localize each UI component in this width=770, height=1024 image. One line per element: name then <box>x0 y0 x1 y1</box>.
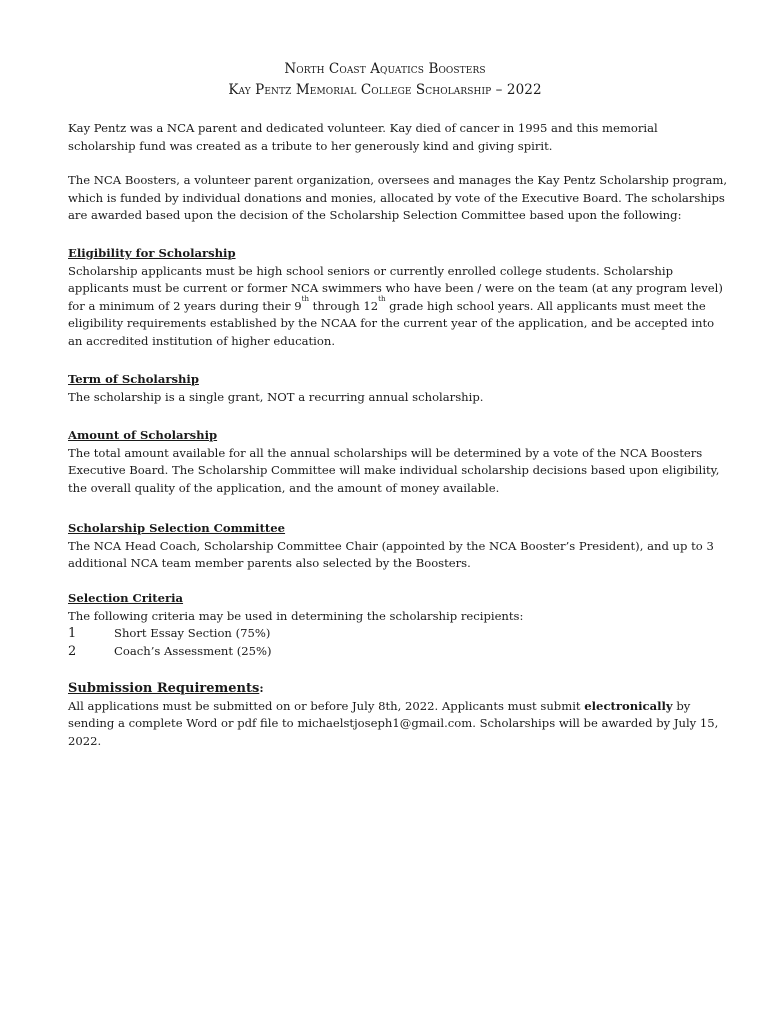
list-item <box>68 625 728 643</box>
submission-heading: Submission Requirements <box>68 681 260 696</box>
amount-text: The total amount available for all the annual scholarships will be determined by a vote of the NCA Boosters Executive Board. The Scholarship Committee will make individual scholarship decisions based upon eligibility, the overall quality of the application, and the amount of money available. <box>68 445 720 495</box>
intro-paragraph-2: The NCA Boosters, a volunteer parent organization, oversees and manages the Kay Pentz Scholarship program, which is funded by individual donations and monies, allocated by vote of the Executive Board. The scholarships are awarded based upon the decision of the Scholarship Selection Committee based upon the following: <box>68 173 728 223</box>
committee-text: The NCA Head Coach, Scholarship Committee Chair (appointed by the NCA Booster’s President), and up to 3 additional NCA team member parents also selected by the Boosters. <box>68 538 714 571</box>
eligibility-text: Scholarship applicants must be high school seniors or currently enrolled college students. Scholarship applicants must be current or former NCA swimmers who have been / were on the team (at any program level) for a minimum of 2 years during their 9th through 12th grade high school years. All applicants must meet the eligibility requirements established by the NCAA for the current year of the application, and be accepted into an accredited institution of higher education. <box>68 263 723 348</box>
intro-paragraph-1: Kay Pentz was a NCA parent and dedicated volunteer. Kay died of cancer in 1995 and this memorial scholarship fund was created as a tribute to her generously kind and giving spirit. <box>68 121 658 153</box>
list-item-number: 2 <box>68 643 77 659</box>
amount-section <box>68 427 728 497</box>
submission-text: All applications must be submitted on or before July 8th, 2022. Applicants must submit electronically by sending a complete Word or pdf file to michaelstjoseph1@gmail.com. Scholarships will be awarded by July 15, 2022. <box>68 698 719 748</box>
term-heading: Term of Scholarship <box>68 372 199 386</box>
amount-heading: Amount of Scholarship <box>68 428 218 442</box>
document-title-org: North Coast Aquatics Boosters <box>284 61 486 77</box>
committee-heading: Scholarship Selection Committee <box>68 521 286 535</box>
submission-heading-line: Submission Requirements: <box>68 681 264 696</box>
list-item <box>68 643 728 661</box>
criteria-intro: The following criteria may be used in determining the scholarship recipients: <box>68 608 524 623</box>
committee-section <box>68 520 728 573</box>
eligibility-heading: Eligibility for Scholarship <box>68 246 236 260</box>
criteria-heading: Selection Criteria <box>68 591 184 605</box>
term-section <box>68 371 728 406</box>
criteria-section <box>68 590 728 660</box>
document-title-scholarship: Kay Pentz Memorial College Scholarship – 2022 <box>228 82 542 98</box>
list-item-number: 1 <box>68 626 77 642</box>
list-item-text: Coach’s Assessment (25%) <box>114 643 272 658</box>
eligibility-section <box>68 245 728 351</box>
submission-section <box>68 680 728 750</box>
term-text: The scholarship is a single grant, NOT a recurring annual scholarship. <box>68 389 484 404</box>
list-item-text: Short Essay Section (75%) <box>114 626 271 641</box>
